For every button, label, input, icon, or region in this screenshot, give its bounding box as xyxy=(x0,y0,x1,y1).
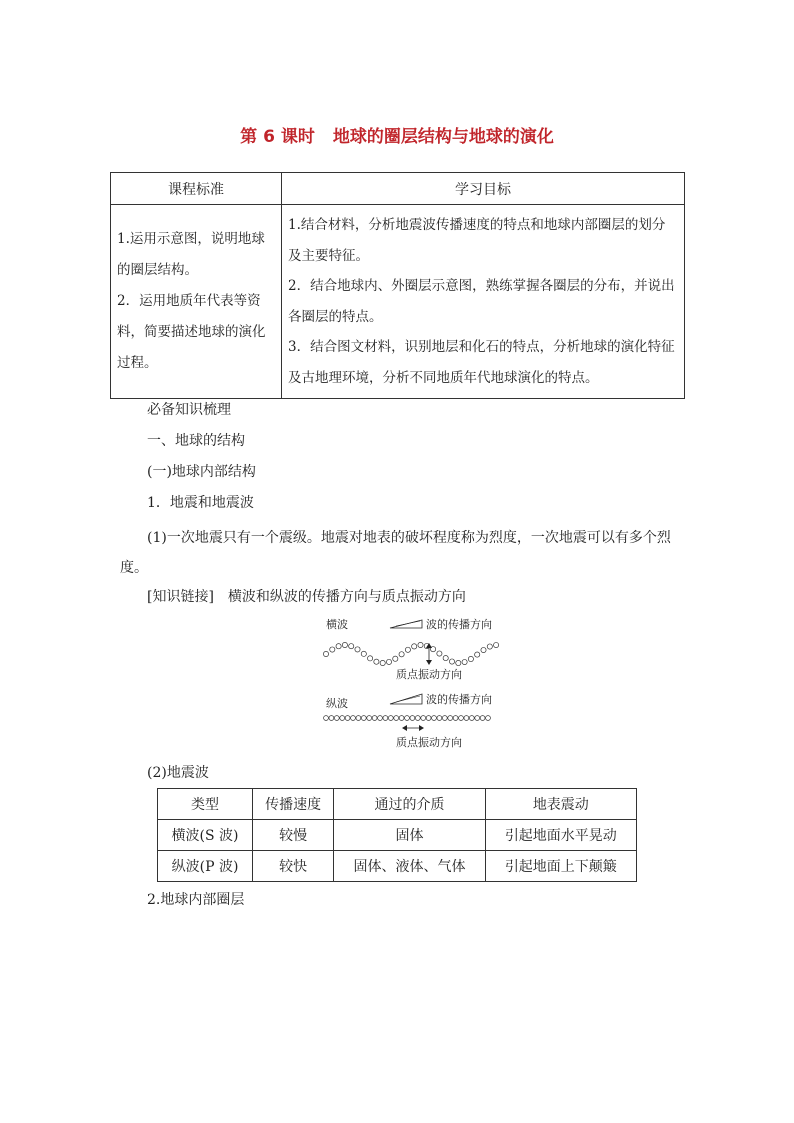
course-standards-cell xyxy=(111,205,282,399)
wave-particle xyxy=(469,716,474,721)
heading-earth-structure: 一、地球的结构 xyxy=(147,433,245,449)
table-cell: 较慢 xyxy=(253,820,334,851)
section-heading: 必备知识梳理 xyxy=(147,402,231,418)
wave-particle xyxy=(349,644,354,649)
wave-particle xyxy=(380,660,385,665)
wave-particle xyxy=(480,716,485,721)
wave-particle xyxy=(368,656,373,661)
wave-particle xyxy=(449,659,454,664)
table-cell: 较快 xyxy=(253,851,334,882)
header-type: 类型 xyxy=(158,789,253,820)
table-cell: 纵波(P 波) xyxy=(158,851,253,882)
table-cell: 固体、液体、气体 xyxy=(334,851,485,882)
arrow-hatch xyxy=(396,696,420,702)
wave-diagram xyxy=(318,612,508,752)
wave-particle xyxy=(345,716,350,721)
vibration-arrow-down-icon xyxy=(426,660,432,665)
wave-particle xyxy=(399,652,404,657)
header-surface-shaking: 地表震动 xyxy=(485,789,636,820)
wave-particle xyxy=(329,716,334,721)
wave-particle xyxy=(415,716,420,721)
wave-particle xyxy=(356,716,361,721)
learning-objectives-cell xyxy=(282,205,685,399)
wave-particle xyxy=(443,655,448,660)
wave-particle xyxy=(323,651,328,656)
transverse-wave-particles xyxy=(323,642,498,665)
objective-item: 3．结合图文材料，识别地层和化石的特点，分析地球的演化特征及古地理环境，分析不同地质年代地球演化的特点。 xyxy=(288,339,675,386)
wave-particle xyxy=(481,647,486,652)
standards-table xyxy=(110,172,685,399)
wave-particle xyxy=(453,716,458,721)
lesson-number: 第 6 课时 xyxy=(240,127,315,147)
wave-particle xyxy=(324,716,329,721)
wave-particle xyxy=(437,651,442,656)
header-medium: 通过的介质 xyxy=(334,789,485,820)
wave-particle xyxy=(494,642,499,647)
standard-item: 1.运用示意图，说明地球的圈层结构。 xyxy=(117,231,265,278)
transverse-direction-label: 波的传播方向 xyxy=(426,618,492,631)
wave-particle xyxy=(426,716,431,721)
standards-table-header xyxy=(111,173,685,205)
knowledge-link-note: [知识链接] 横波和纵波的传播方向与质点振动方向 xyxy=(147,589,466,605)
heading-seismic-waves: (2)地震波 xyxy=(147,765,209,781)
wave-particle xyxy=(388,716,393,721)
heading-interior-layers: 2.地球内部圈层 xyxy=(147,892,245,908)
page-title xyxy=(0,122,794,147)
wave-particle xyxy=(405,716,410,721)
wave-particle xyxy=(442,716,447,721)
paragraph-magnitude-intensity: (1)一次地震只有一个震级。地震对地表的破坏程度称为烈度，一次地震可以有多个烈度。 xyxy=(120,530,671,576)
objective-item: 1.结合材料，分析地震波传播速度的特点和地球内部圈层的划分及主要特征。 xyxy=(288,217,666,264)
wave-particle xyxy=(437,716,442,721)
header-course-standards: 课程标准 xyxy=(111,173,282,205)
wave-particle xyxy=(386,659,391,664)
table-cell: 引起地面水平晃动 xyxy=(485,820,636,851)
wave-particle xyxy=(340,716,345,721)
wave-particle xyxy=(330,647,335,652)
transverse-vibration-label: 质点振动方向 xyxy=(396,668,462,681)
heading-earthquake-waves: 1．地震和地震波 xyxy=(147,495,254,511)
wave-particle xyxy=(418,642,423,647)
wave-particle xyxy=(374,659,379,664)
arrow-hatch xyxy=(396,621,420,626)
wave-particle xyxy=(456,660,461,665)
lesson-topic: 地球的圈层结构与地球的演化 xyxy=(332,127,554,147)
wave-particle xyxy=(432,716,437,721)
wave-particle xyxy=(361,716,366,721)
objective-item: 2．结合地球内、外圈层示意图，熟练掌握各圈层的分布，并说出各圈层的特点。 xyxy=(288,278,675,325)
table-header-row xyxy=(158,789,637,820)
wave-particle xyxy=(351,716,356,721)
wave-particle xyxy=(486,716,491,721)
wave-particle xyxy=(410,716,415,721)
wave-particle xyxy=(378,716,383,721)
header-speed: 传播速度 xyxy=(253,789,334,820)
standards-table-row xyxy=(111,205,685,399)
wave-particle xyxy=(421,716,426,721)
longitudinal-wave-label: 纵波 xyxy=(326,697,348,710)
longitudinal-direction-arrow-icon xyxy=(390,694,422,704)
wave-particle xyxy=(462,659,467,664)
table-row xyxy=(158,851,637,882)
seismic-waves-table xyxy=(157,788,637,882)
wave-particle xyxy=(342,642,347,647)
wave-particle xyxy=(412,644,417,649)
wave-particle xyxy=(468,656,473,661)
longitudinal-direction-label: 波的传播方向 xyxy=(426,693,492,706)
wave-particle xyxy=(393,656,398,661)
wave-particle xyxy=(448,716,453,721)
wave-particle xyxy=(487,644,492,649)
vibration-arrow-right-icon xyxy=(419,725,424,731)
wave-particle xyxy=(464,716,469,721)
wave-particle xyxy=(336,644,341,649)
standard-item: 2．运用地质年代表等资料，简要描述地球的演化过程。 xyxy=(117,293,266,371)
table-cell: 固体 xyxy=(334,820,485,851)
wave-particle xyxy=(475,716,480,721)
wave-particle xyxy=(459,716,464,721)
table-cell: 横波(S 波) xyxy=(158,820,253,851)
wave-particle xyxy=(367,716,372,721)
longitudinal-wave-particles xyxy=(324,716,491,721)
wave-particle xyxy=(361,651,366,656)
table-cell: 引起地面上下颠簸 xyxy=(485,851,636,882)
wave-particle xyxy=(405,647,410,652)
wave-particle xyxy=(334,716,339,721)
heading-interior-structure: (一)地球内部结构 xyxy=(147,464,256,480)
wave-particle xyxy=(383,716,388,721)
header-learning-objectives: 学习目标 xyxy=(282,173,685,205)
transverse-wave-label: 横波 xyxy=(326,618,348,631)
vibration-arrow-left-icon xyxy=(402,725,407,731)
wave-particle xyxy=(394,716,399,721)
wave-particle xyxy=(372,716,377,721)
table-row xyxy=(158,820,637,851)
wave-particle xyxy=(355,647,360,652)
wave-particle xyxy=(475,652,480,657)
wave-particle xyxy=(399,716,404,721)
longitudinal-vibration-label: 质点振动方向 xyxy=(396,736,462,749)
